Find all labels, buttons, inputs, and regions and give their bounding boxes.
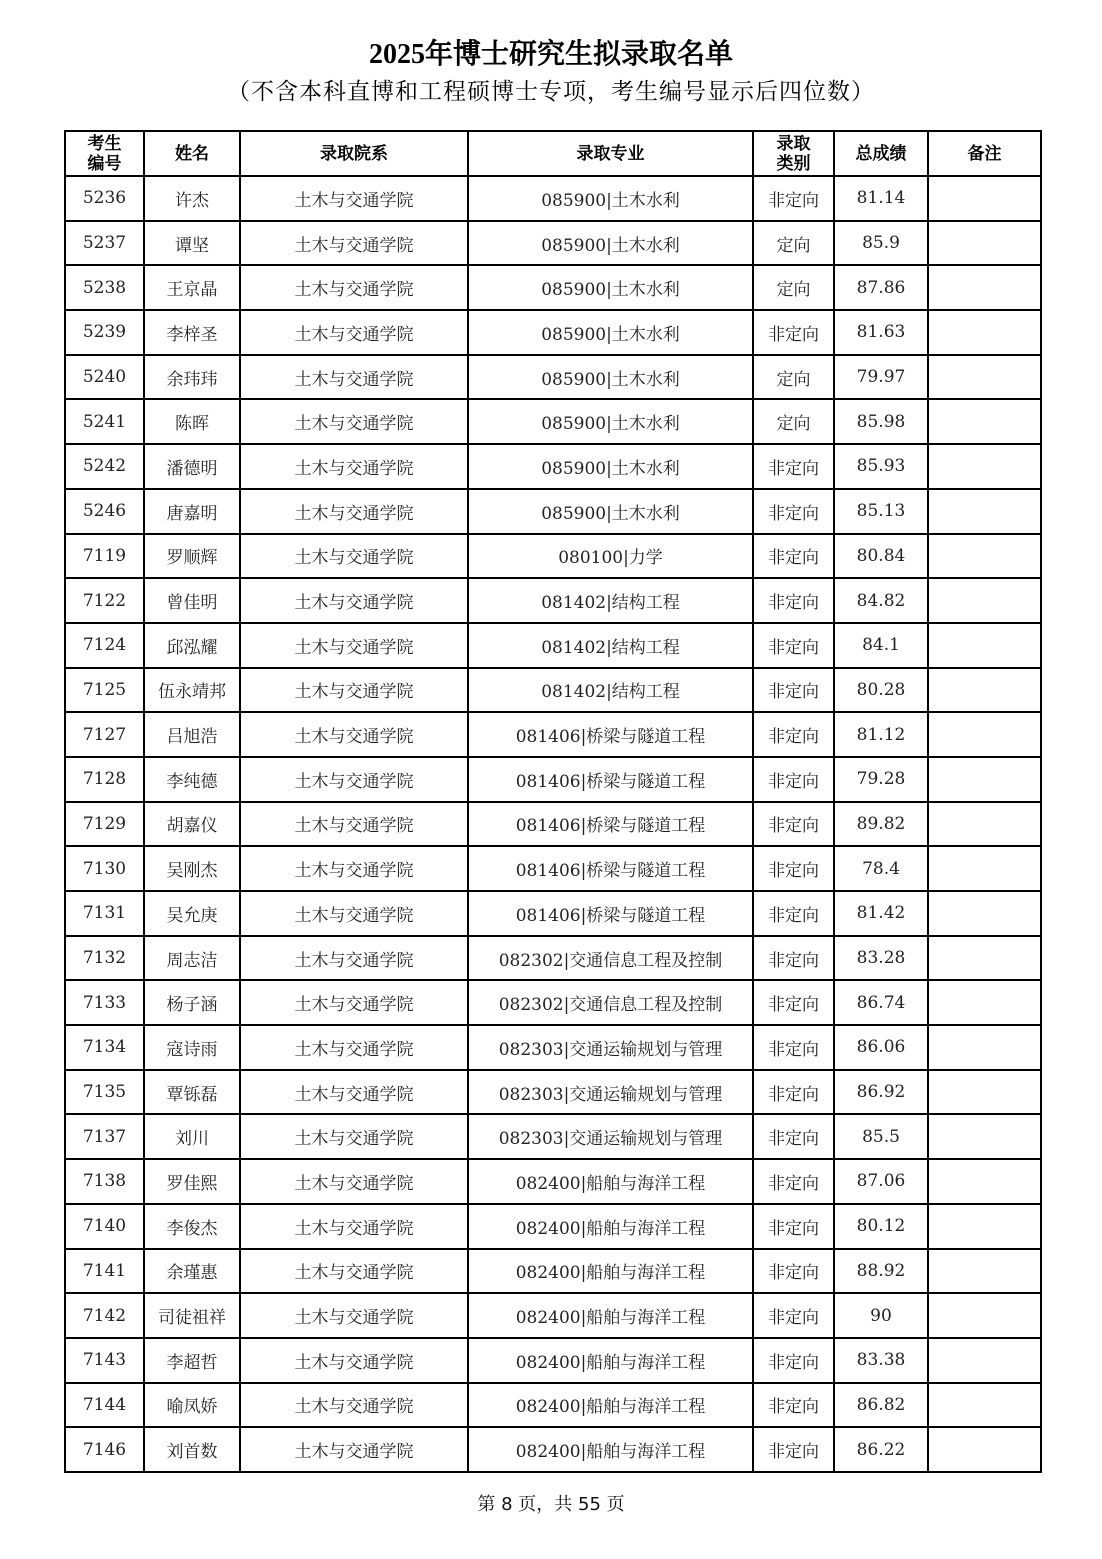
- cell-department: 土木与交通学院: [240, 534, 468, 579]
- table-row: [65, 1070, 1041, 1115]
- cell-candidate-id: 7124: [65, 623, 144, 668]
- cell-candidate-id: 5238: [65, 265, 144, 310]
- cell-remark: [928, 1025, 1041, 1070]
- table-row: [65, 444, 1041, 489]
- cell-major: 085900|土木水利: [468, 444, 753, 489]
- cell-department: 土木与交通学院: [240, 1070, 468, 1115]
- cell-name: 李梓圣: [144, 310, 240, 355]
- cell-remark: [928, 712, 1041, 757]
- cell-remark: [928, 1159, 1041, 1204]
- cell-remark: [928, 1383, 1041, 1428]
- cell-admission-type: 非定向: [753, 936, 834, 981]
- cell-remark: [928, 1338, 1041, 1383]
- cell-candidate-id: 7132: [65, 936, 144, 981]
- table-header-row: [65, 131, 1041, 176]
- cell-major: 081406|桥梁与隧道工程: [468, 757, 753, 802]
- cell-name: 王京晶: [144, 265, 240, 310]
- cell-remark: [928, 399, 1041, 444]
- cell-name: 吴允庚: [144, 891, 240, 936]
- cell-department: 土木与交通学院: [240, 578, 468, 623]
- header-total-score: 总成绩: [834, 131, 928, 176]
- cell-remark: [928, 980, 1041, 1025]
- cell-name: 李俊杰: [144, 1204, 240, 1249]
- cell-remark: [928, 265, 1041, 310]
- cell-department: 土木与交通学院: [240, 1204, 468, 1249]
- table-row: [65, 1025, 1041, 1070]
- cell-name: 吕旭浩: [144, 712, 240, 757]
- cell-major: 085900|土木水利: [468, 176, 753, 221]
- cell-admission-type: 非定向: [753, 757, 834, 802]
- cell-candidate-id: 7127: [65, 712, 144, 757]
- cell-major: 081406|桥梁与隧道工程: [468, 712, 753, 757]
- cell-admission-type: 非定向: [753, 891, 834, 936]
- cell-department: 土木与交通学院: [240, 980, 468, 1025]
- cell-admission-type: 定向: [753, 221, 834, 266]
- cell-remark: [928, 668, 1041, 713]
- cell-total-score: 86.22: [834, 1427, 928, 1472]
- cell-admission-type: 非定向: [753, 1114, 834, 1159]
- cell-admission-type: 非定向: [753, 1427, 834, 1472]
- cell-total-score: 86.06: [834, 1025, 928, 1070]
- cell-name: 寇诗雨: [144, 1025, 240, 1070]
- cell-name: 邱泓耀: [144, 623, 240, 668]
- cell-remark: [928, 623, 1041, 668]
- cell-name: 伍永靖邦: [144, 668, 240, 713]
- header-candidate-id: [65, 131, 144, 176]
- cell-name: 胡嘉仪: [144, 802, 240, 847]
- cell-total-score: 80.12: [834, 1204, 928, 1249]
- cell-total-score: 84.1: [834, 623, 928, 668]
- cell-candidate-id: 7125: [65, 668, 144, 713]
- cell-remark: [928, 578, 1041, 623]
- cell-candidate-id: 5246: [65, 489, 144, 534]
- cell-admission-type: 定向: [753, 265, 834, 310]
- cell-name: 唐嘉明: [144, 489, 240, 534]
- cell-candidate-id: 7137: [65, 1114, 144, 1159]
- cell-remark: [928, 1427, 1041, 1472]
- cell-major: 082400|船舶与海洋工程: [468, 1293, 753, 1338]
- cell-name: 杨子涵: [144, 980, 240, 1025]
- cell-major: 082303|交通运输规划与管理: [468, 1114, 753, 1159]
- admission-table: [64, 130, 1042, 1473]
- table-row: [65, 980, 1041, 1025]
- page-footer: 第 8 页，共 55 页: [477, 1494, 625, 1515]
- header-candidate-id-label: 考生 编号: [87, 133, 122, 174]
- cell-remark: [928, 1114, 1041, 1159]
- cell-total-score: 80.84: [834, 534, 928, 579]
- cell-admission-type: 定向: [753, 399, 834, 444]
- table-row: [65, 802, 1041, 847]
- table-row: [65, 221, 1041, 266]
- cell-department: 土木与交通学院: [240, 310, 468, 355]
- cell-department: 土木与交通学院: [240, 1114, 468, 1159]
- cell-major: 085900|土木水利: [468, 221, 753, 266]
- cell-admission-type: 非定向: [753, 1025, 834, 1070]
- document-subtitle: （不含本科直博和工程硕博士专项，考生编号显示后四位数）: [227, 79, 875, 105]
- cell-total-score: 87.86: [834, 265, 928, 310]
- header-major: 录取专业: [468, 131, 753, 176]
- cell-admission-type: 非定向: [753, 489, 834, 534]
- header-department: 录取院系: [240, 131, 468, 176]
- cell-major: 081402|结构工程: [468, 668, 753, 713]
- cell-name: 周志洁: [144, 936, 240, 981]
- cell-name: 李超哲: [144, 1338, 240, 1383]
- cell-department: 土木与交通学院: [240, 399, 468, 444]
- cell-admission-type: 非定向: [753, 846, 834, 891]
- cell-remark: [928, 444, 1041, 489]
- cell-department: 土木与交通学院: [240, 891, 468, 936]
- table-row: [65, 891, 1041, 936]
- cell-major: 085900|土木水利: [468, 355, 753, 400]
- cell-candidate-id: 7119: [65, 534, 144, 579]
- cell-remark: [928, 176, 1041, 221]
- cell-department: 土木与交通学院: [240, 221, 468, 266]
- cell-remark: [928, 846, 1041, 891]
- cell-candidate-id: 7146: [65, 1427, 144, 1472]
- cell-total-score: 86.74: [834, 980, 928, 1025]
- cell-admission-type: 非定向: [753, 1070, 834, 1115]
- cell-remark: [928, 489, 1041, 534]
- cell-major: 082400|船舶与海洋工程: [468, 1383, 753, 1428]
- cell-department: 土木与交通学院: [240, 1025, 468, 1070]
- cell-total-score: 89.82: [834, 802, 928, 847]
- cell-total-score: 85.93: [834, 444, 928, 489]
- cell-admission-type: 非定向: [753, 802, 834, 847]
- cell-admission-type: 非定向: [753, 534, 834, 579]
- cell-major: 082400|船舶与海洋工程: [468, 1159, 753, 1204]
- cell-major: 082400|船舶与海洋工程: [468, 1204, 753, 1249]
- cell-candidate-id: 7130: [65, 846, 144, 891]
- cell-total-score: 85.9: [834, 221, 928, 266]
- cell-major: 081406|桥梁与隧道工程: [468, 846, 753, 891]
- table-row: [65, 399, 1041, 444]
- cell-department: 土木与交通学院: [240, 265, 468, 310]
- cell-name: 潘德明: [144, 444, 240, 489]
- cell-total-score: 81.14: [834, 176, 928, 221]
- table-row: [65, 310, 1041, 355]
- cell-total-score: 81.12: [834, 712, 928, 757]
- cell-total-score: 86.82: [834, 1383, 928, 1428]
- header-admission-type: [753, 131, 834, 176]
- cell-major: 085900|土木水利: [468, 399, 753, 444]
- cell-major: 081406|桥梁与隧道工程: [468, 802, 753, 847]
- table-row: [65, 936, 1041, 981]
- table-row: [65, 1293, 1041, 1338]
- cell-major: 082400|船舶与海洋工程: [468, 1427, 753, 1472]
- cell-admission-type: 非定向: [753, 444, 834, 489]
- table-row: [65, 578, 1041, 623]
- cell-admission-type: 非定向: [753, 1159, 834, 1204]
- cell-remark: [928, 310, 1041, 355]
- table-row: [65, 265, 1041, 310]
- cell-major: 080100|力学: [468, 534, 753, 579]
- cell-department: 土木与交通学院: [240, 1249, 468, 1294]
- cell-name: 吴刚杰: [144, 846, 240, 891]
- cell-department: 土木与交通学院: [240, 936, 468, 981]
- cell-name: 罗顺辉: [144, 534, 240, 579]
- cell-admission-type: 非定向: [753, 578, 834, 623]
- table-row: [65, 534, 1041, 579]
- cell-name: 刘首数: [144, 1427, 240, 1472]
- cell-candidate-id: 7140: [65, 1204, 144, 1249]
- table-row: [65, 489, 1041, 534]
- header-remark: 备注: [928, 131, 1041, 176]
- table-row: [65, 846, 1041, 891]
- cell-major: 081402|结构工程: [468, 623, 753, 668]
- cell-department: 土木与交通学院: [240, 355, 468, 400]
- cell-department: 土木与交通学院: [240, 489, 468, 534]
- cell-remark: [928, 757, 1041, 802]
- cell-admission-type: 非定向: [753, 1293, 834, 1338]
- cell-candidate-id: 5239: [65, 310, 144, 355]
- cell-remark: [928, 1070, 1041, 1115]
- cell-candidate-id: 7142: [65, 1293, 144, 1338]
- cell-total-score: 78.4: [834, 846, 928, 891]
- cell-name: 曾佳明: [144, 578, 240, 623]
- cell-name: 罗佳熙: [144, 1159, 240, 1204]
- cell-total-score: 88.92: [834, 1249, 928, 1294]
- cell-name: 司徒祖祥: [144, 1293, 240, 1338]
- cell-admission-type: 非定向: [753, 310, 834, 355]
- cell-total-score: 86.92: [834, 1070, 928, 1115]
- cell-name: 许杰: [144, 176, 240, 221]
- cell-remark: [928, 355, 1041, 400]
- cell-candidate-id: 7133: [65, 980, 144, 1025]
- cell-total-score: 85.5: [834, 1114, 928, 1159]
- cell-admission-type: 非定向: [753, 1204, 834, 1249]
- table-body: [65, 176, 1041, 1472]
- header-name: 姓名: [144, 131, 240, 176]
- cell-name: 李纯德: [144, 757, 240, 802]
- table-row: [65, 1427, 1041, 1472]
- cell-major: 085900|土木水利: [468, 310, 753, 355]
- cell-candidate-id: 5236: [65, 176, 144, 221]
- cell-admission-type: 非定向: [753, 980, 834, 1025]
- table-row: [65, 1114, 1041, 1159]
- cell-department: 土木与交通学院: [240, 1293, 468, 1338]
- cell-candidate-id: 5242: [65, 444, 144, 489]
- cell-major: 082400|船舶与海洋工程: [468, 1338, 753, 1383]
- cell-candidate-id: 5237: [65, 221, 144, 266]
- cell-major: 082302|交通信息工程及控制: [468, 980, 753, 1025]
- cell-major: 085900|土木水利: [468, 265, 753, 310]
- cell-admission-type: 非定向: [753, 623, 834, 668]
- cell-candidate-id: 7144: [65, 1383, 144, 1428]
- cell-admission-type: 非定向: [753, 1249, 834, 1294]
- cell-major: 082303|交通运输规划与管理: [468, 1070, 753, 1115]
- cell-department: 土木与交通学院: [240, 712, 468, 757]
- document-title: 2025年博士研究生拟录取名单: [368, 39, 733, 70]
- cell-candidate-id: 7135: [65, 1070, 144, 1115]
- cell-total-score: 83.38: [834, 1338, 928, 1383]
- cell-name: 余瑾惠: [144, 1249, 240, 1294]
- cell-admission-type: 非定向: [753, 668, 834, 713]
- cell-department: 土木与交通学院: [240, 1159, 468, 1204]
- cell-department: 土木与交通学院: [240, 444, 468, 489]
- cell-major: 081402|结构工程: [468, 578, 753, 623]
- cell-admission-type: 定向: [753, 355, 834, 400]
- cell-major: 082302|交通信息工程及控制: [468, 936, 753, 981]
- cell-department: 土木与交通学院: [240, 1338, 468, 1383]
- cell-department: 土木与交通学院: [240, 668, 468, 713]
- table-row: [65, 355, 1041, 400]
- cell-remark: [928, 802, 1041, 847]
- cell-major: 081406|桥梁与隧道工程: [468, 891, 753, 936]
- cell-department: 土木与交通学院: [240, 802, 468, 847]
- cell-admission-type: 非定向: [753, 176, 834, 221]
- cell-candidate-id: 5241: [65, 399, 144, 444]
- cell-remark: [928, 1204, 1041, 1249]
- cell-candidate-id: 7129: [65, 802, 144, 847]
- cell-total-score: 80.28: [834, 668, 928, 713]
- header-admission-type-label: 录取 类别: [776, 133, 811, 174]
- cell-admission-type: 非定向: [753, 712, 834, 757]
- cell-total-score: 84.82: [834, 578, 928, 623]
- cell-name: 喻凤娇: [144, 1383, 240, 1428]
- cell-remark: [928, 891, 1041, 936]
- cell-total-score: 81.42: [834, 891, 928, 936]
- table-row: [65, 1159, 1041, 1204]
- cell-department: 土木与交通学院: [240, 846, 468, 891]
- table-row: [65, 1338, 1041, 1383]
- cell-candidate-id: 7141: [65, 1249, 144, 1294]
- cell-total-score: 90: [834, 1293, 928, 1338]
- cell-admission-type: 非定向: [753, 1383, 834, 1428]
- table-row: [65, 1249, 1041, 1294]
- cell-candidate-id: 7134: [65, 1025, 144, 1070]
- cell-remark: [928, 1293, 1041, 1338]
- table-row: [65, 176, 1041, 221]
- cell-candidate-id: 7138: [65, 1159, 144, 1204]
- cell-department: 土木与交通学院: [240, 757, 468, 802]
- table-row: [65, 668, 1041, 713]
- cell-remark: [928, 221, 1041, 266]
- cell-department: 土木与交通学院: [240, 623, 468, 668]
- cell-total-score: 87.06: [834, 1159, 928, 1204]
- cell-major: 082303|交通运输规划与管理: [468, 1025, 753, 1070]
- table-row: [65, 623, 1041, 668]
- cell-name: 陈晖: [144, 399, 240, 444]
- cell-major: 085900|土木水利: [468, 489, 753, 534]
- cell-remark: [928, 936, 1041, 981]
- cell-department: 土木与交通学院: [240, 176, 468, 221]
- cell-name: 谭坚: [144, 221, 240, 266]
- cell-total-score: 85.13: [834, 489, 928, 534]
- cell-name: 余玮玮: [144, 355, 240, 400]
- cell-candidate-id: 7131: [65, 891, 144, 936]
- cell-candidate-id: 7143: [65, 1338, 144, 1383]
- table-row: [65, 757, 1041, 802]
- cell-name: 刘川: [144, 1114, 240, 1159]
- cell-candidate-id: 7122: [65, 578, 144, 623]
- table-row: [65, 712, 1041, 757]
- cell-total-score: 81.63: [834, 310, 928, 355]
- table-row: [65, 1383, 1041, 1428]
- cell-total-score: 83.28: [834, 936, 928, 981]
- cell-candidate-id: 7128: [65, 757, 144, 802]
- cell-total-score: 79.28: [834, 757, 928, 802]
- cell-department: 土木与交通学院: [240, 1383, 468, 1428]
- cell-department: 土木与交通学院: [240, 1427, 468, 1472]
- cell-total-score: 79.97: [834, 355, 928, 400]
- cell-name: 覃铄磊: [144, 1070, 240, 1115]
- cell-remark: [928, 1249, 1041, 1294]
- cell-major: 082400|船舶与海洋工程: [468, 1249, 753, 1294]
- cell-admission-type: 非定向: [753, 1338, 834, 1383]
- cell-candidate-id: 5240: [65, 355, 144, 400]
- table-row: [65, 1204, 1041, 1249]
- cell-remark: [928, 534, 1041, 579]
- cell-total-score: 85.98: [834, 399, 928, 444]
